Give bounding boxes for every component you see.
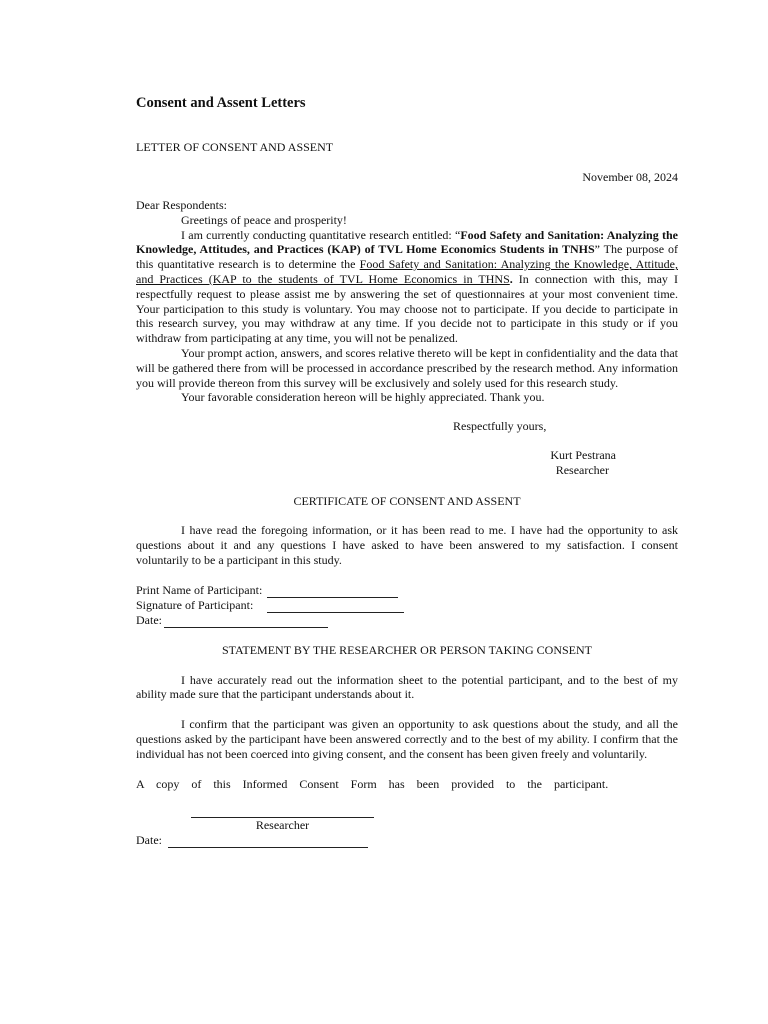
letter-closing: Respectfully yours, (453, 419, 547, 434)
letter-heading: LETTER OF CONSENT AND ASSENT (136, 140, 334, 154)
participant-fields (136, 583, 678, 628)
print-name-row (136, 583, 678, 598)
document-page (136, 94, 678, 848)
signer-name: Kurt Pestrana (550, 447, 616, 462)
letter-paragraph-2: Your prompt action, answers, and scores relative thereto will be kept in confidentiality and the data that will be gathered there from will be processed in accordance prescribed by the research method. Any information you will provide thereon from this survey will be exclusively and solely used for this research study. (136, 345, 678, 390)
letter-paragraph-3: Your favorable consideration hereon will be highly appreciated. Thank you. (181, 390, 545, 405)
participant-date-label: Date: (136, 612, 162, 627)
participant-date-blank[interactable] (164, 615, 328, 628)
p1-mid: ” The purpose of this quantitative research is to determine the (136, 242, 678, 272)
signature-blank[interactable] (267, 600, 404, 613)
copy-provided-note: A copy of this Informed Consent Form has been provided to the participant. (136, 776, 609, 791)
letter-greeting: Greetings of peace and prosperity! (181, 212, 347, 227)
participant-date-row (136, 613, 678, 628)
statement-paragraph-1: I have accurately read out the information sheet to the potential participant, and to the best of my ability made sure that the participant understands about it. (136, 672, 678, 702)
research-purpose-underlined: Food Safety and Sanitation: Analyzing the Knowledge, Attitude, and Practices (KAP to the students of TVL Home Economics in THNS (136, 257, 678, 286)
researcher-label: Researcher (255, 818, 310, 833)
researcher-signature-line[interactable] (191, 803, 374, 818)
researcher-date-row (136, 833, 678, 848)
signature-label: Signature of Participant: (136, 597, 254, 612)
researcher-date-label: Date: (136, 833, 162, 848)
certificate-heading: CERTIFICATE OF CONSENT AND ASSENT (293, 493, 521, 508)
p1-rest: In connection with this, may I respectfully request to please assist me by answering the set of questionnaires at your most convenient time. Your participation to this study is voluntary. You may choose not to participate. If you decide to participate in this research survey, you may withdraw at any time. If you decide not to participate in this study or if you withdraw from participating at any time, you will not be penalized. (136, 271, 678, 346)
p1-period: . (509, 271, 513, 286)
letter-date: November 08, 2024 (582, 170, 678, 184)
letter-salutation: Dear Respondents: (136, 198, 227, 212)
print-name-blank[interactable] (267, 585, 398, 598)
document-title: Consent and Assent Letters (136, 95, 306, 111)
p1-intro: I am currently conducting quantitative research entitled: “ (181, 227, 461, 242)
signature-row (136, 598, 678, 613)
certificate-body: I have read the foregoing information, or it has been read to me. I have had the opportunity to ask questions about it and any questions I have asked to have been answered to my satisfaction. I consent voluntarily to be a participant in this study. (136, 523, 678, 567)
research-title: Food Safety and Sanitation: Analyzing the Knowledge, Attitudes, and Practices (KAP) of TVL Home Economics Students in TNHS (136, 227, 678, 257)
statement-heading: STATEMENT BY THE RESEARCHER OR PERSON TAKING CONSENT (222, 642, 592, 657)
print-name-label: Print Name of Participant: (136, 582, 263, 597)
researcher-date-blank[interactable] (168, 835, 368, 848)
signer-role: Researcher (555, 462, 609, 477)
statement-paragraph-2: I confirm that the participant was given an opportunity to ask questions about the study, and all the questions asked by the participant have been answered correctly and to the best of my ability. I confirm that the individual has not been coerced into giving consent, and the consent has been given freely and voluntarily. (136, 717, 678, 761)
letter-paragraph-1 (136, 228, 678, 346)
